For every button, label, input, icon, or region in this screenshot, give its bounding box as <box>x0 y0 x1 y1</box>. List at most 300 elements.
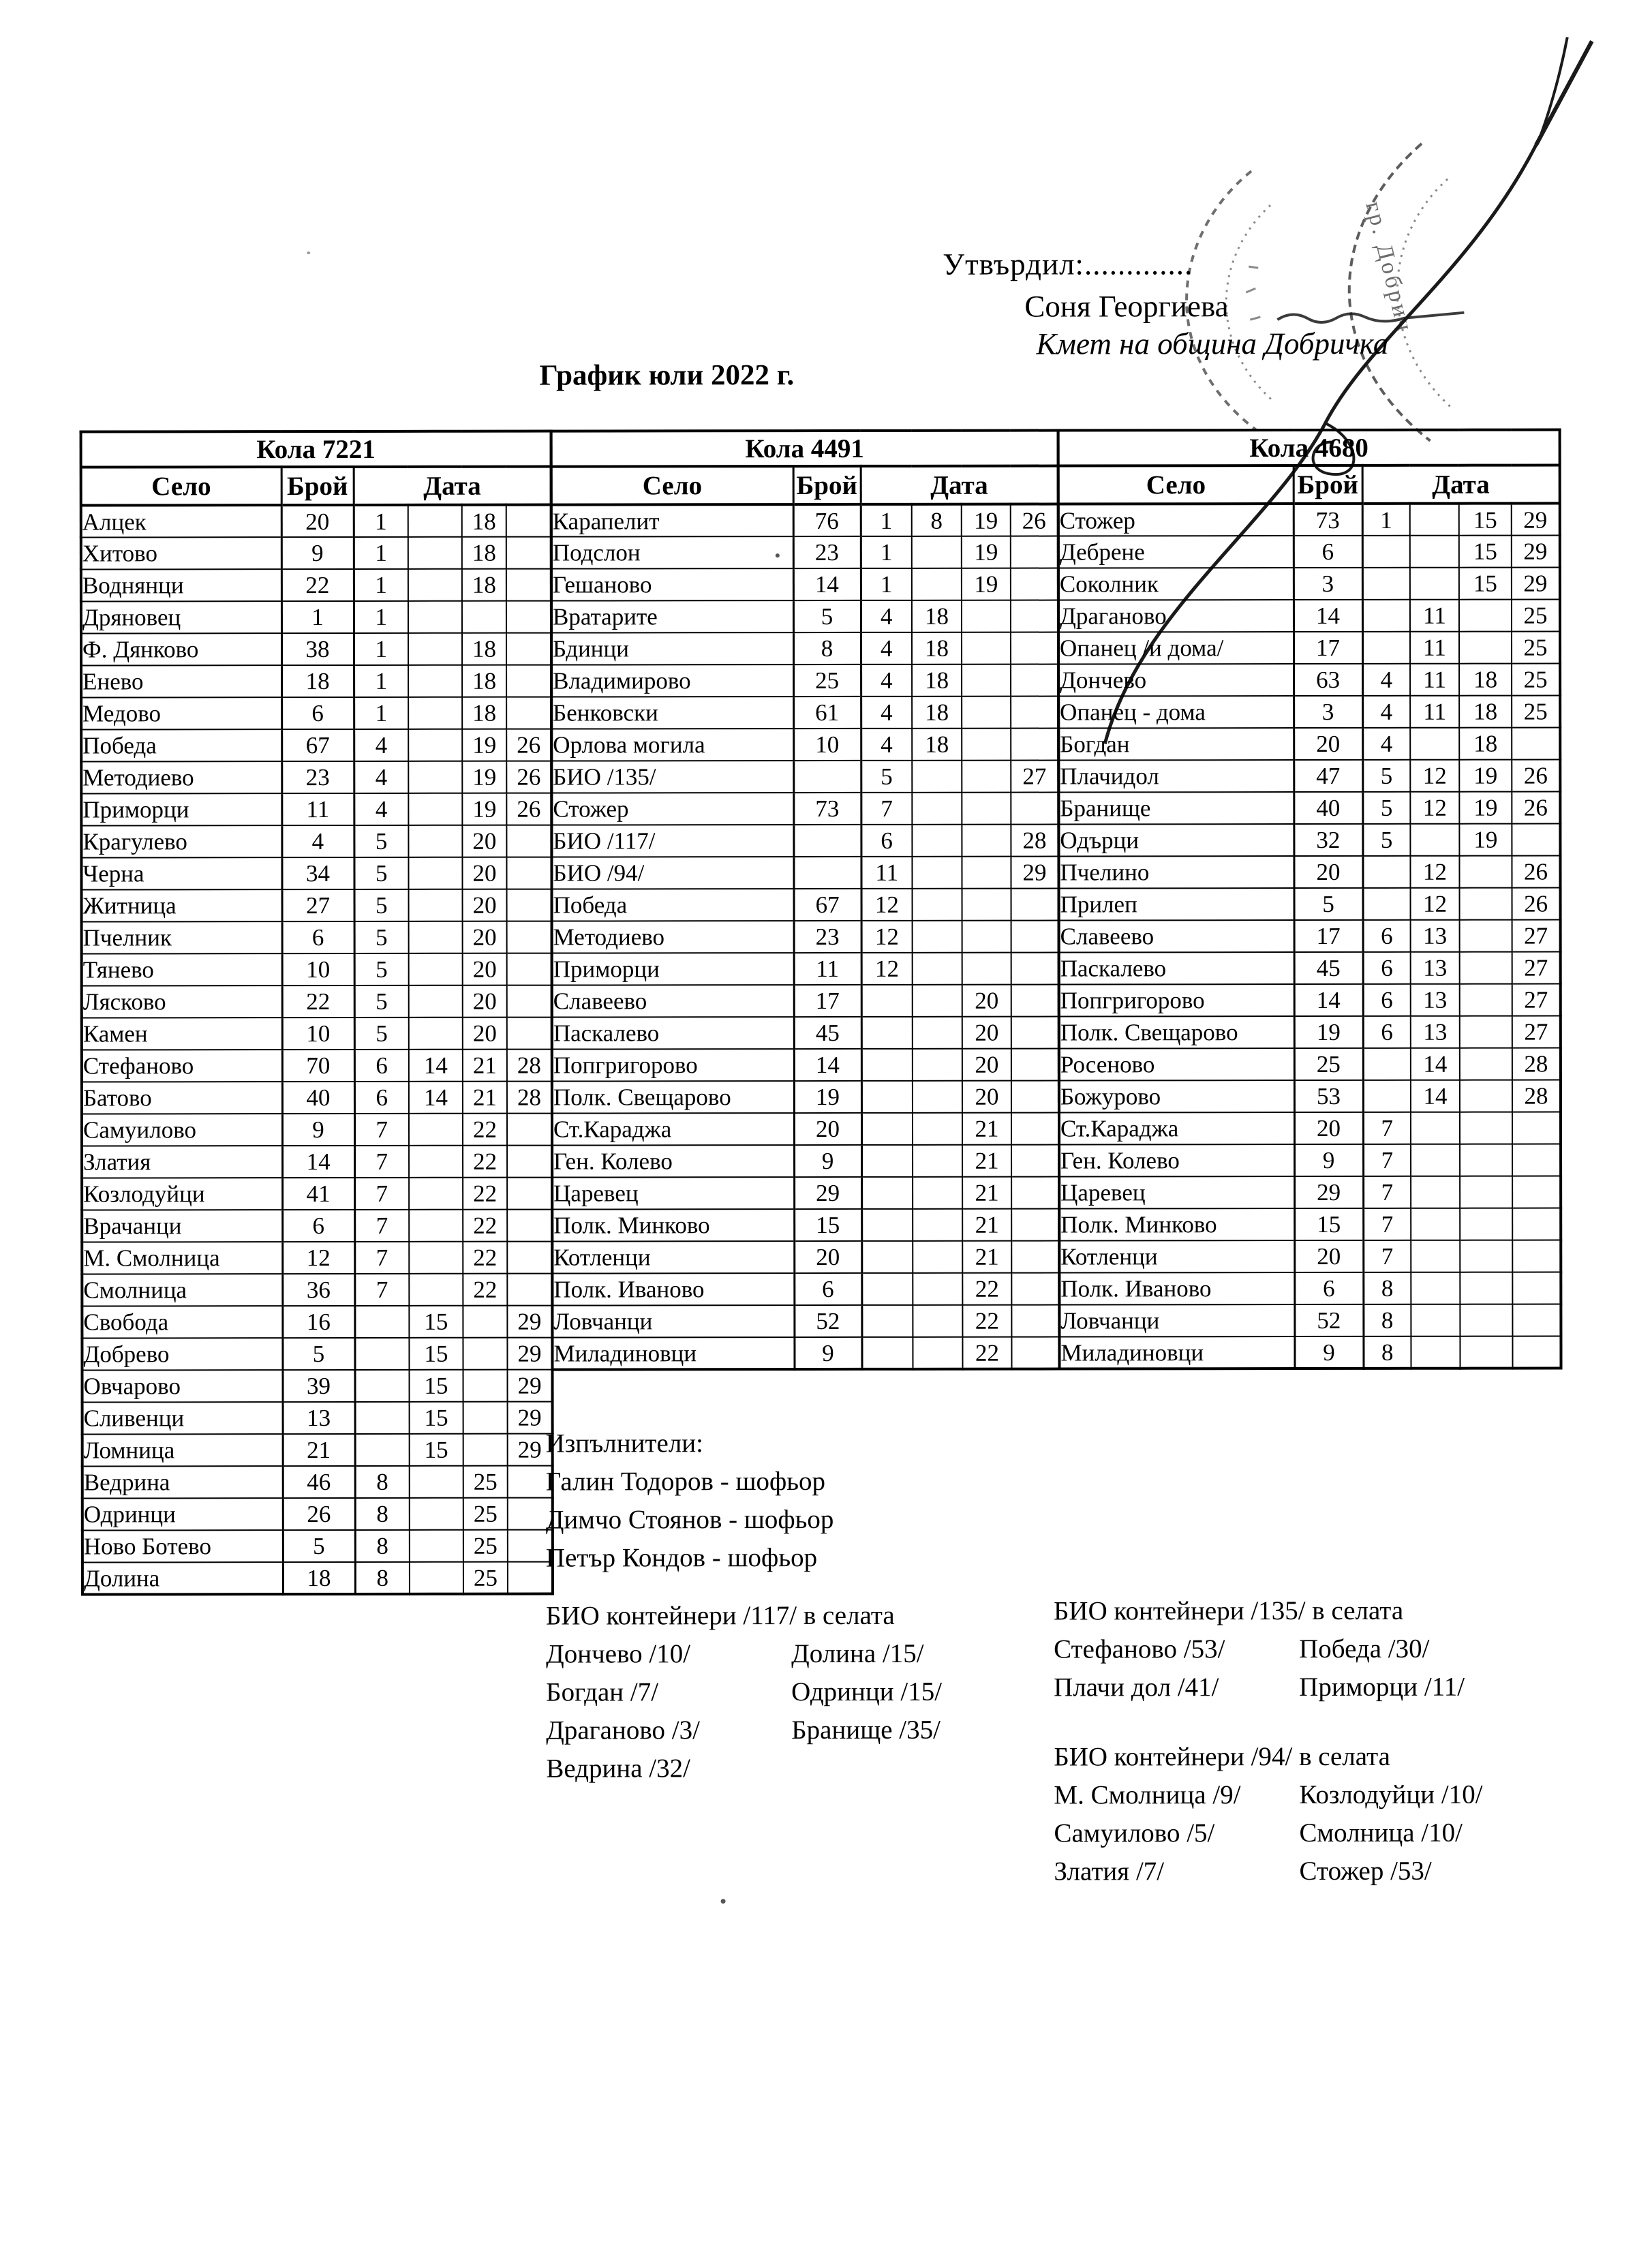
executors-section <box>546 1428 834 1581</box>
date-cell: 1 <box>354 697 408 729</box>
village-cell: Енево <box>81 665 281 697</box>
date-column-header: Дата <box>1362 465 1560 503</box>
date-cell <box>861 1017 913 1049</box>
date-cell <box>1459 600 1512 632</box>
village-cell: Славеево <box>1059 920 1294 952</box>
table-row <box>82 1370 553 1403</box>
date-cell: 21 <box>463 1050 507 1082</box>
bio-pair-row <box>546 1677 942 1715</box>
date-cell: 22 <box>463 1274 507 1306</box>
count-cell: 73 <box>1294 504 1362 536</box>
date-column-header: Дата <box>354 467 551 505</box>
table-row <box>81 569 551 602</box>
date-cell: 27 <box>1512 919 1561 951</box>
date-cell <box>1411 1144 1460 1176</box>
count-cell: 5 <box>283 1530 355 1562</box>
village-cell: Ст.Караджа <box>552 1113 794 1145</box>
village-cell: Паскалево <box>1059 952 1294 984</box>
table-row <box>1058 823 1560 856</box>
date-cell: 4 <box>861 729 912 761</box>
date-cell <box>1460 1016 1512 1048</box>
date-cell <box>1011 1305 1059 1337</box>
village-cell: Победа <box>81 729 281 761</box>
date-cell: 21 <box>962 1145 1011 1177</box>
table-row <box>552 1017 1059 1050</box>
date-cell: 20 <box>962 985 1011 1017</box>
table-row <box>82 953 552 986</box>
date-cell: 26 <box>1011 504 1058 536</box>
date-cell: 21 <box>962 1177 1011 1209</box>
date-cell: 25 <box>1512 631 1560 663</box>
table-row <box>551 697 1058 729</box>
village-cell: Дряновец <box>81 601 281 633</box>
table-row <box>552 1081 1059 1114</box>
table-row <box>1058 599 1560 632</box>
village-cell: Миладиновци <box>1059 1336 1294 1369</box>
table-row <box>81 537 551 570</box>
date-cell <box>1411 1112 1460 1144</box>
village-cell: Гешаново <box>551 568 793 600</box>
date-cell <box>962 600 1011 632</box>
village-cell: Стожер <box>551 793 793 825</box>
count-cell: 67 <box>794 889 861 921</box>
date-cell <box>507 1146 552 1178</box>
date-cell: 20 <box>462 857 506 889</box>
date-cell: 21 <box>463 1082 507 1114</box>
count-cell: 25 <box>1294 1048 1363 1080</box>
date-cell: 25 <box>1512 663 1560 695</box>
table-row <box>551 729 1058 761</box>
date-cell: 7 <box>354 1146 409 1178</box>
date-cell: 5 <box>354 921 409 953</box>
date-cell: 29 <box>508 1370 553 1402</box>
village-cell: Медово <box>81 697 281 729</box>
date-cell: 12 <box>1410 856 1459 888</box>
schedule-table-2 <box>550 429 1061 1371</box>
executors-label: Изпълнители: <box>545 1428 704 1458</box>
date-cell <box>408 665 462 697</box>
date-cell: 19 <box>962 504 1011 536</box>
table-row <box>82 1530 553 1563</box>
village-cell: Росеново <box>1059 1048 1294 1080</box>
count-cell: 29 <box>1294 1176 1363 1208</box>
date-cell <box>912 857 962 889</box>
date-cell <box>1411 1272 1460 1304</box>
date-cell: 4 <box>861 600 912 632</box>
table-row <box>81 825 551 858</box>
table-row <box>1058 791 1560 824</box>
bio-village-right: Долина /15/ <box>791 1638 924 1669</box>
table-row <box>82 1146 552 1178</box>
date-cell: 8 <box>1363 1336 1411 1369</box>
date-cell: 20 <box>463 921 507 953</box>
table-row <box>552 1145 1059 1178</box>
village-cell: Свобода <box>82 1306 282 1338</box>
table-row <box>1059 887 1561 920</box>
date-cell <box>507 1018 552 1050</box>
date-cell: 28 <box>1512 1048 1561 1080</box>
table-row <box>82 1210 552 1242</box>
schedule-table-3 <box>1057 428 1563 1370</box>
table-row <box>1059 1176 1561 1208</box>
table-row <box>82 1274 552 1306</box>
village-column-header: Село <box>551 466 793 504</box>
date-cell: 8 <box>355 1530 410 1562</box>
date-cell: 22 <box>463 1242 507 1274</box>
date-cell: 15 <box>409 1338 463 1370</box>
table-row <box>81 729 551 762</box>
table-row <box>82 1338 552 1371</box>
bio-village-right: Бранище /35/ <box>791 1715 940 1745</box>
village-cell: Долина <box>82 1562 283 1594</box>
date-cell <box>1411 1240 1460 1272</box>
table-row <box>81 505 551 538</box>
round-stamp-right-icon <box>1349 144 1453 441</box>
date-cell: 27 <box>1512 983 1561 1015</box>
date-cell <box>913 1017 962 1049</box>
count-cell: 19 <box>1294 1016 1363 1048</box>
date-cell <box>1363 888 1411 920</box>
date-cell <box>408 697 462 729</box>
date-cell <box>409 1242 463 1274</box>
date-cell: 6 <box>1363 952 1411 984</box>
date-cell <box>861 1209 913 1241</box>
date-cell <box>463 1402 508 1434</box>
date-cell <box>913 985 962 1017</box>
date-cell <box>1363 1048 1411 1080</box>
count-cell: 6 <box>282 1210 354 1242</box>
date-cell <box>913 1241 962 1273</box>
date-cell: 22 <box>463 1114 507 1146</box>
date-cell <box>408 825 462 857</box>
date-cell: 26 <box>506 761 551 793</box>
date-cell <box>962 761 1011 793</box>
date-cell <box>1011 1049 1059 1081</box>
count-cell: 20 <box>1294 1240 1363 1272</box>
date-cell <box>913 1081 962 1113</box>
date-cell: 1 <box>861 568 912 600</box>
date-cell <box>962 793 1011 825</box>
date-cell: 15 <box>409 1306 463 1338</box>
village-cell: Батово <box>82 1082 282 1114</box>
count-cell: 23 <box>793 536 861 568</box>
count-cell: 76 <box>793 504 861 536</box>
village-cell: Ново Ботево <box>82 1530 283 1562</box>
bio-village-left: Златия /7/ <box>1054 1856 1165 1886</box>
bio-village-left: Дончево /10/ <box>546 1639 691 1669</box>
village-cell: Паскалево <box>552 1017 794 1049</box>
table-row <box>551 536 1058 569</box>
date-cell <box>1011 889 1059 921</box>
village-cell: Хитово <box>81 537 281 569</box>
village-cell: Приморци <box>81 793 281 825</box>
date-cell: 13 <box>1411 920 1460 952</box>
date-cell <box>913 1049 962 1081</box>
date-cell: 20 <box>962 1017 1011 1049</box>
date-cell <box>1512 1208 1561 1240</box>
date-cell <box>912 536 962 568</box>
count-cell: 9 <box>794 1337 861 1369</box>
count-cell <box>793 825 861 857</box>
date-cell <box>1362 600 1410 632</box>
village-cell: Соколник <box>1058 568 1294 600</box>
date-cell: 11 <box>1410 600 1459 632</box>
date-cell: 18 <box>1459 728 1512 760</box>
count-cell: 40 <box>282 1082 354 1114</box>
count-cell: 63 <box>1294 664 1362 696</box>
count-cell <box>793 857 861 889</box>
table-row <box>82 1050 552 1082</box>
date-cell: 4 <box>861 632 912 664</box>
bio-village-left: Стефаново /53/ <box>1054 1634 1225 1664</box>
date-cell: 5 <box>1362 760 1410 792</box>
date-cell <box>1362 856 1410 888</box>
count-cell: 8 <box>793 632 861 664</box>
date-cell <box>1460 1080 1512 1112</box>
date-cell: 18 <box>912 697 962 729</box>
village-cell: Крагулево <box>81 825 281 857</box>
village-cell: Черна <box>81 857 281 889</box>
date-cell <box>506 857 551 889</box>
scan-speck <box>307 251 310 254</box>
count-cell: 13 <box>283 1402 355 1434</box>
village-cell: БИО /117/ <box>551 825 793 857</box>
date-cell <box>408 793 462 825</box>
village-cell: Драганово <box>1058 600 1294 632</box>
date-cell: 29 <box>507 1306 552 1338</box>
date-cell <box>1011 1145 1059 1177</box>
date-cell: 1 <box>354 537 408 569</box>
date-cell <box>962 889 1011 921</box>
bio-pair-row <box>546 1638 942 1677</box>
date-cell: 19 <box>1459 824 1512 856</box>
table-row <box>1059 1208 1561 1240</box>
count-cell: 5 <box>793 600 861 632</box>
table-row <box>81 761 551 794</box>
date-cell <box>1512 1304 1561 1336</box>
executor-item: Димчо Стоянов - шофьор <box>545 1504 834 1535</box>
date-cell: 25 <box>1512 599 1560 631</box>
date-cell: 5 <box>1362 824 1410 856</box>
count-cell: 38 <box>281 633 354 665</box>
village-cell: Миладиновци <box>552 1337 794 1369</box>
count-cell: 9 <box>1294 1144 1363 1176</box>
date-cell: 1 <box>354 665 408 697</box>
date-cell <box>354 1338 409 1370</box>
date-cell: 7 <box>1363 1176 1411 1208</box>
count-cell: 15 <box>794 1209 861 1241</box>
village-cell: Пчелино <box>1058 856 1294 888</box>
date-cell: 18 <box>1459 664 1512 696</box>
date-cell <box>1460 984 1512 1016</box>
approver-name: Соня Георгиева <box>1024 289 1229 324</box>
village-cell: Орлова могила <box>551 729 793 761</box>
village-cell: БИО /135/ <box>551 761 793 793</box>
date-cell <box>1460 1240 1512 1272</box>
date-cell: 22 <box>962 1273 1011 1305</box>
date-cell <box>507 1114 552 1146</box>
date-cell: 29 <box>1512 535 1560 567</box>
village-cell: Ст.Караджа <box>1059 1112 1294 1144</box>
date-cell: 13 <box>1411 952 1460 984</box>
village-column-header: Село <box>81 467 281 505</box>
date-cell <box>1411 1304 1460 1336</box>
date-cell: 22 <box>463 1210 507 1242</box>
count-cell: 17 <box>794 985 861 1017</box>
village-cell: Сливенци <box>82 1402 283 1434</box>
date-cell <box>1460 1112 1512 1144</box>
date-cell <box>913 1305 962 1337</box>
table-row <box>552 1273 1059 1306</box>
date-cell <box>1411 1208 1460 1240</box>
date-cell <box>410 1466 463 1498</box>
date-cell: 27 <box>1512 1015 1561 1048</box>
table-row <box>552 1337 1059 1370</box>
date-cell <box>1512 1112 1561 1144</box>
count-cell: 15 <box>1294 1208 1363 1240</box>
date-cell <box>408 729 462 761</box>
village-cell: Пчелник <box>82 921 282 953</box>
village-cell: Победа <box>552 889 794 921</box>
count-cell: 14 <box>1294 984 1363 1016</box>
village-cell: Тянево <box>82 953 282 985</box>
date-cell <box>1512 727 1560 759</box>
date-cell <box>861 1081 913 1113</box>
village-cell: Ведрина <box>82 1466 283 1498</box>
bio-section-title: БИО контейнери /94/ в селата <box>1054 1741 1390 1772</box>
date-cell <box>409 1146 463 1178</box>
date-cell <box>1460 1208 1512 1240</box>
table-row <box>82 985 552 1018</box>
village-cell: Ломница <box>82 1434 283 1466</box>
date-cell: 20 <box>463 889 507 921</box>
table-row <box>552 889 1059 921</box>
date-cell <box>1362 632 1410 664</box>
date-cell: 7 <box>354 1210 409 1242</box>
village-cell: Алцек <box>81 505 281 537</box>
date-cell: 20 <box>962 1081 1011 1113</box>
date-cell <box>1011 1209 1059 1241</box>
date-cell <box>1512 1144 1561 1176</box>
village-cell: Лясково <box>82 985 282 1018</box>
table-row <box>1059 1015 1561 1048</box>
count-column-header: Брой <box>793 466 861 504</box>
date-cell <box>1512 1336 1561 1368</box>
date-cell: 18 <box>1459 696 1512 728</box>
date-cell <box>409 953 463 985</box>
table-row <box>1059 1048 1561 1080</box>
date-cell: 25 <box>463 1530 508 1562</box>
village-cell: Приморци <box>552 953 794 985</box>
date-cell: 22 <box>962 1337 1011 1369</box>
date-cell <box>1460 1048 1512 1080</box>
date-cell: 22 <box>962 1305 1011 1337</box>
count-cell: 5 <box>1294 888 1363 920</box>
table-row <box>81 633 551 666</box>
count-cell: 34 <box>281 857 354 889</box>
executors-list <box>546 1466 834 1581</box>
table-row <box>82 1306 552 1339</box>
count-cell: 70 <box>282 1050 354 1082</box>
village-cell: Подслон <box>551 536 793 568</box>
table-row <box>81 697 551 730</box>
date-cell <box>1011 1273 1059 1305</box>
table-row <box>552 1241 1059 1274</box>
date-cell: 18 <box>462 697 506 729</box>
table-row <box>1058 855 1560 888</box>
village-cell: Смолница <box>82 1274 282 1306</box>
date-cell <box>1459 632 1512 664</box>
date-cell <box>913 889 962 921</box>
date-cell <box>355 1370 410 1402</box>
date-cell <box>913 1113 962 1145</box>
table-row <box>1058 631 1560 664</box>
date-cell <box>1011 1113 1059 1145</box>
date-cell <box>408 505 462 537</box>
date-cell <box>962 953 1011 985</box>
count-cell: 6 <box>281 697 354 729</box>
date-cell: 19 <box>462 729 506 761</box>
date-cell <box>913 1177 962 1209</box>
date-cell <box>463 1306 507 1338</box>
date-cell <box>507 953 552 985</box>
count-cell: 21 <box>283 1434 355 1466</box>
count-cell: 20 <box>1294 1112 1363 1144</box>
count-cell: 18 <box>281 665 354 697</box>
date-cell: 19 <box>462 793 506 825</box>
bio-pair-row <box>1054 1672 1465 1711</box>
date-cell: 18 <box>462 505 506 537</box>
date-cell: 27 <box>1011 761 1058 793</box>
village-cell: Полк. Свещарово <box>552 1081 794 1113</box>
date-cell <box>913 953 962 985</box>
date-cell: 20 <box>462 825 506 857</box>
date-cell <box>962 825 1011 857</box>
date-column-header: Дата <box>861 466 1058 504</box>
village-cell: Полк. Иваново <box>552 1273 794 1305</box>
date-cell: 5 <box>354 1018 409 1050</box>
village-cell: Ген. Колево <box>552 1145 794 1177</box>
table-row <box>81 601 551 634</box>
count-cell: 36 <box>282 1274 354 1306</box>
date-cell: 25 <box>463 1498 508 1530</box>
date-cell: 1 <box>861 536 912 568</box>
date-cell <box>1460 888 1512 920</box>
date-cell: 20 <box>463 1018 507 1050</box>
date-cell: 18 <box>912 729 962 761</box>
village-cell: Богдан <box>1058 728 1294 760</box>
count-cell: 22 <box>282 985 354 1018</box>
table-row <box>1058 503 1560 536</box>
date-cell: 6 <box>861 825 912 857</box>
table-row <box>551 825 1058 857</box>
table-row <box>552 1113 1059 1146</box>
date-cell: 26 <box>1512 791 1560 823</box>
date-cell: 26 <box>1512 855 1560 887</box>
date-cell <box>410 1562 463 1594</box>
count-cell: 52 <box>1294 1304 1363 1336</box>
date-cell: 8 <box>355 1562 410 1594</box>
table-row <box>1059 983 1561 1016</box>
date-cell: 5 <box>354 825 408 857</box>
date-cell: 29 <box>508 1402 553 1434</box>
date-cell <box>1512 1240 1561 1272</box>
date-cell <box>1410 728 1459 760</box>
date-cell <box>1512 823 1560 855</box>
table-row <box>551 761 1058 793</box>
date-cell: 1 <box>1362 504 1410 536</box>
date-cell: 21 <box>962 1241 1011 1273</box>
